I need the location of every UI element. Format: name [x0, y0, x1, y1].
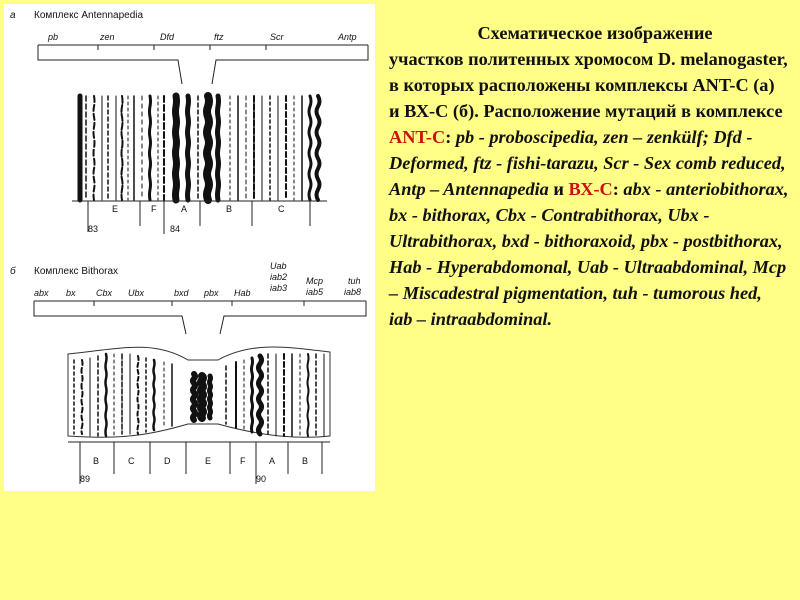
section-label: B: [226, 204, 233, 214]
band-number: 90: [256, 474, 267, 484]
section-label: F: [151, 204, 157, 214]
gene-label-iab2: iab2: [270, 272, 288, 282]
section-label: E: [112, 204, 119, 214]
gene-label-zen: zen: [100, 32, 115, 42]
chromosome-band: [188, 96, 189, 200]
gene-label-iab3: iab3: [270, 283, 288, 293]
chromosome-band: [308, 354, 309, 436]
chromosome-band: [122, 96, 123, 200]
gene-label-hab: Hab: [234, 288, 251, 298]
bxc-colon: :: [612, 179, 619, 199]
gene-label-ftz: ftz: [214, 32, 224, 42]
gene-label-antp: Antp: [338, 32, 357, 42]
section-label: B: [302, 456, 309, 466]
description-title: Схематическое изображение: [477, 23, 713, 43]
section-label: E: [205, 456, 212, 466]
description-location: Расположение мутаций в комплексе: [483, 101, 783, 121]
panel-a-letter: а: [10, 10, 16, 21]
gene-label-iab5: iab5: [306, 287, 324, 297]
panel-b-letter: б: [10, 266, 16, 277]
panel-b-title: Комплекс Bithorax: [34, 266, 119, 277]
gene-label-pb: pb: [48, 32, 59, 42]
gene-label-mcp: Mcp: [306, 276, 324, 286]
gene-label-tuh: tuh: [348, 276, 361, 286]
panel-a-title: Комплекс Antennapedia: [34, 10, 144, 21]
bxc-mutation-list: abx - anteriobithorax, bx - bithorax, Cbx - Contrabithorax, Ubx - Ultrabithorax, bxd - bithoraxoid, pbx - postbithorax, Hab - Hyperabdomonal, Uab - Ultraabdominal, Mcp – Miscadestral pigmentation, tuh - tumorous hed, iab – intraabdominal.: [389, 179, 789, 329]
chromosome-figure: [4, 4, 375, 491]
chromosome-band: [150, 96, 151, 200]
chromosome-band: [106, 354, 107, 436]
chromosome-band: [218, 96, 219, 200]
chromosome-band: [82, 360, 83, 434]
gene-label-ubx: Ubx: [128, 288, 145, 298]
chromosome-band: [193, 374, 195, 420]
band-number: 83: [88, 224, 99, 234]
gene-label-iab8: iab8: [344, 287, 362, 297]
chromosome-band: [201, 376, 203, 418]
panel-a: [10, 10, 368, 234]
gene-label-scr: Scr: [270, 32, 284, 42]
gene-label-bxd: bxd: [174, 288, 189, 298]
chromosome-band: [94, 96, 95, 200]
gene-label-pbx: pbx: [204, 288, 219, 298]
description-body: [389, 46, 789, 332]
bxc-label: ВХ-С: [568, 179, 613, 199]
antc-label: ANT-С: [389, 127, 446, 147]
section-label: C: [278, 204, 285, 214]
chromosome-band: [252, 358, 253, 432]
chromosome-band: [309, 96, 311, 200]
panel-b: [10, 261, 366, 484]
gene-label-cbx: Cbx: [96, 288, 113, 298]
gene-label-dfd: Dfd: [160, 32, 175, 42]
description-intro: участков политенных хромосом D. melanogaster, в которых расположены комплексы ANT-С (а) и ВХ-С (б).: [389, 49, 788, 121]
band-number: 84: [170, 224, 181, 234]
band-number: 89: [80, 474, 91, 484]
section-label: A: [269, 456, 276, 466]
section-label: A: [181, 204, 188, 214]
section-label: F: [240, 456, 246, 466]
chromosome-band: [207, 96, 209, 200]
section-label: C: [128, 456, 135, 466]
gene-label-uab: Uab: [270, 261, 287, 271]
section-label: B: [93, 456, 100, 466]
chromosome-band: [210, 376, 211, 418]
chromosome-band: [154, 360, 155, 430]
and-word: и: [548, 179, 569, 199]
antc-mutation-list: pb - proboscipedia, zen – zenkülf; Dfd - Deformed, ftz - fishi-tarazu, Scr - Sex comb reduced, Antp – Antennapedia: [389, 127, 786, 199]
section-label: D: [164, 456, 171, 466]
gene-label-abx: abx: [34, 288, 49, 298]
chromosome-band: [317, 96, 320, 200]
chromosome-band: [176, 96, 177, 200]
description-text: [389, 20, 789, 332]
gene-label-bx: bx: [66, 288, 76, 298]
chromosome-band: [259, 356, 262, 434]
antc-colon: :: [445, 127, 452, 147]
chromosome-band: [138, 356, 139, 434]
